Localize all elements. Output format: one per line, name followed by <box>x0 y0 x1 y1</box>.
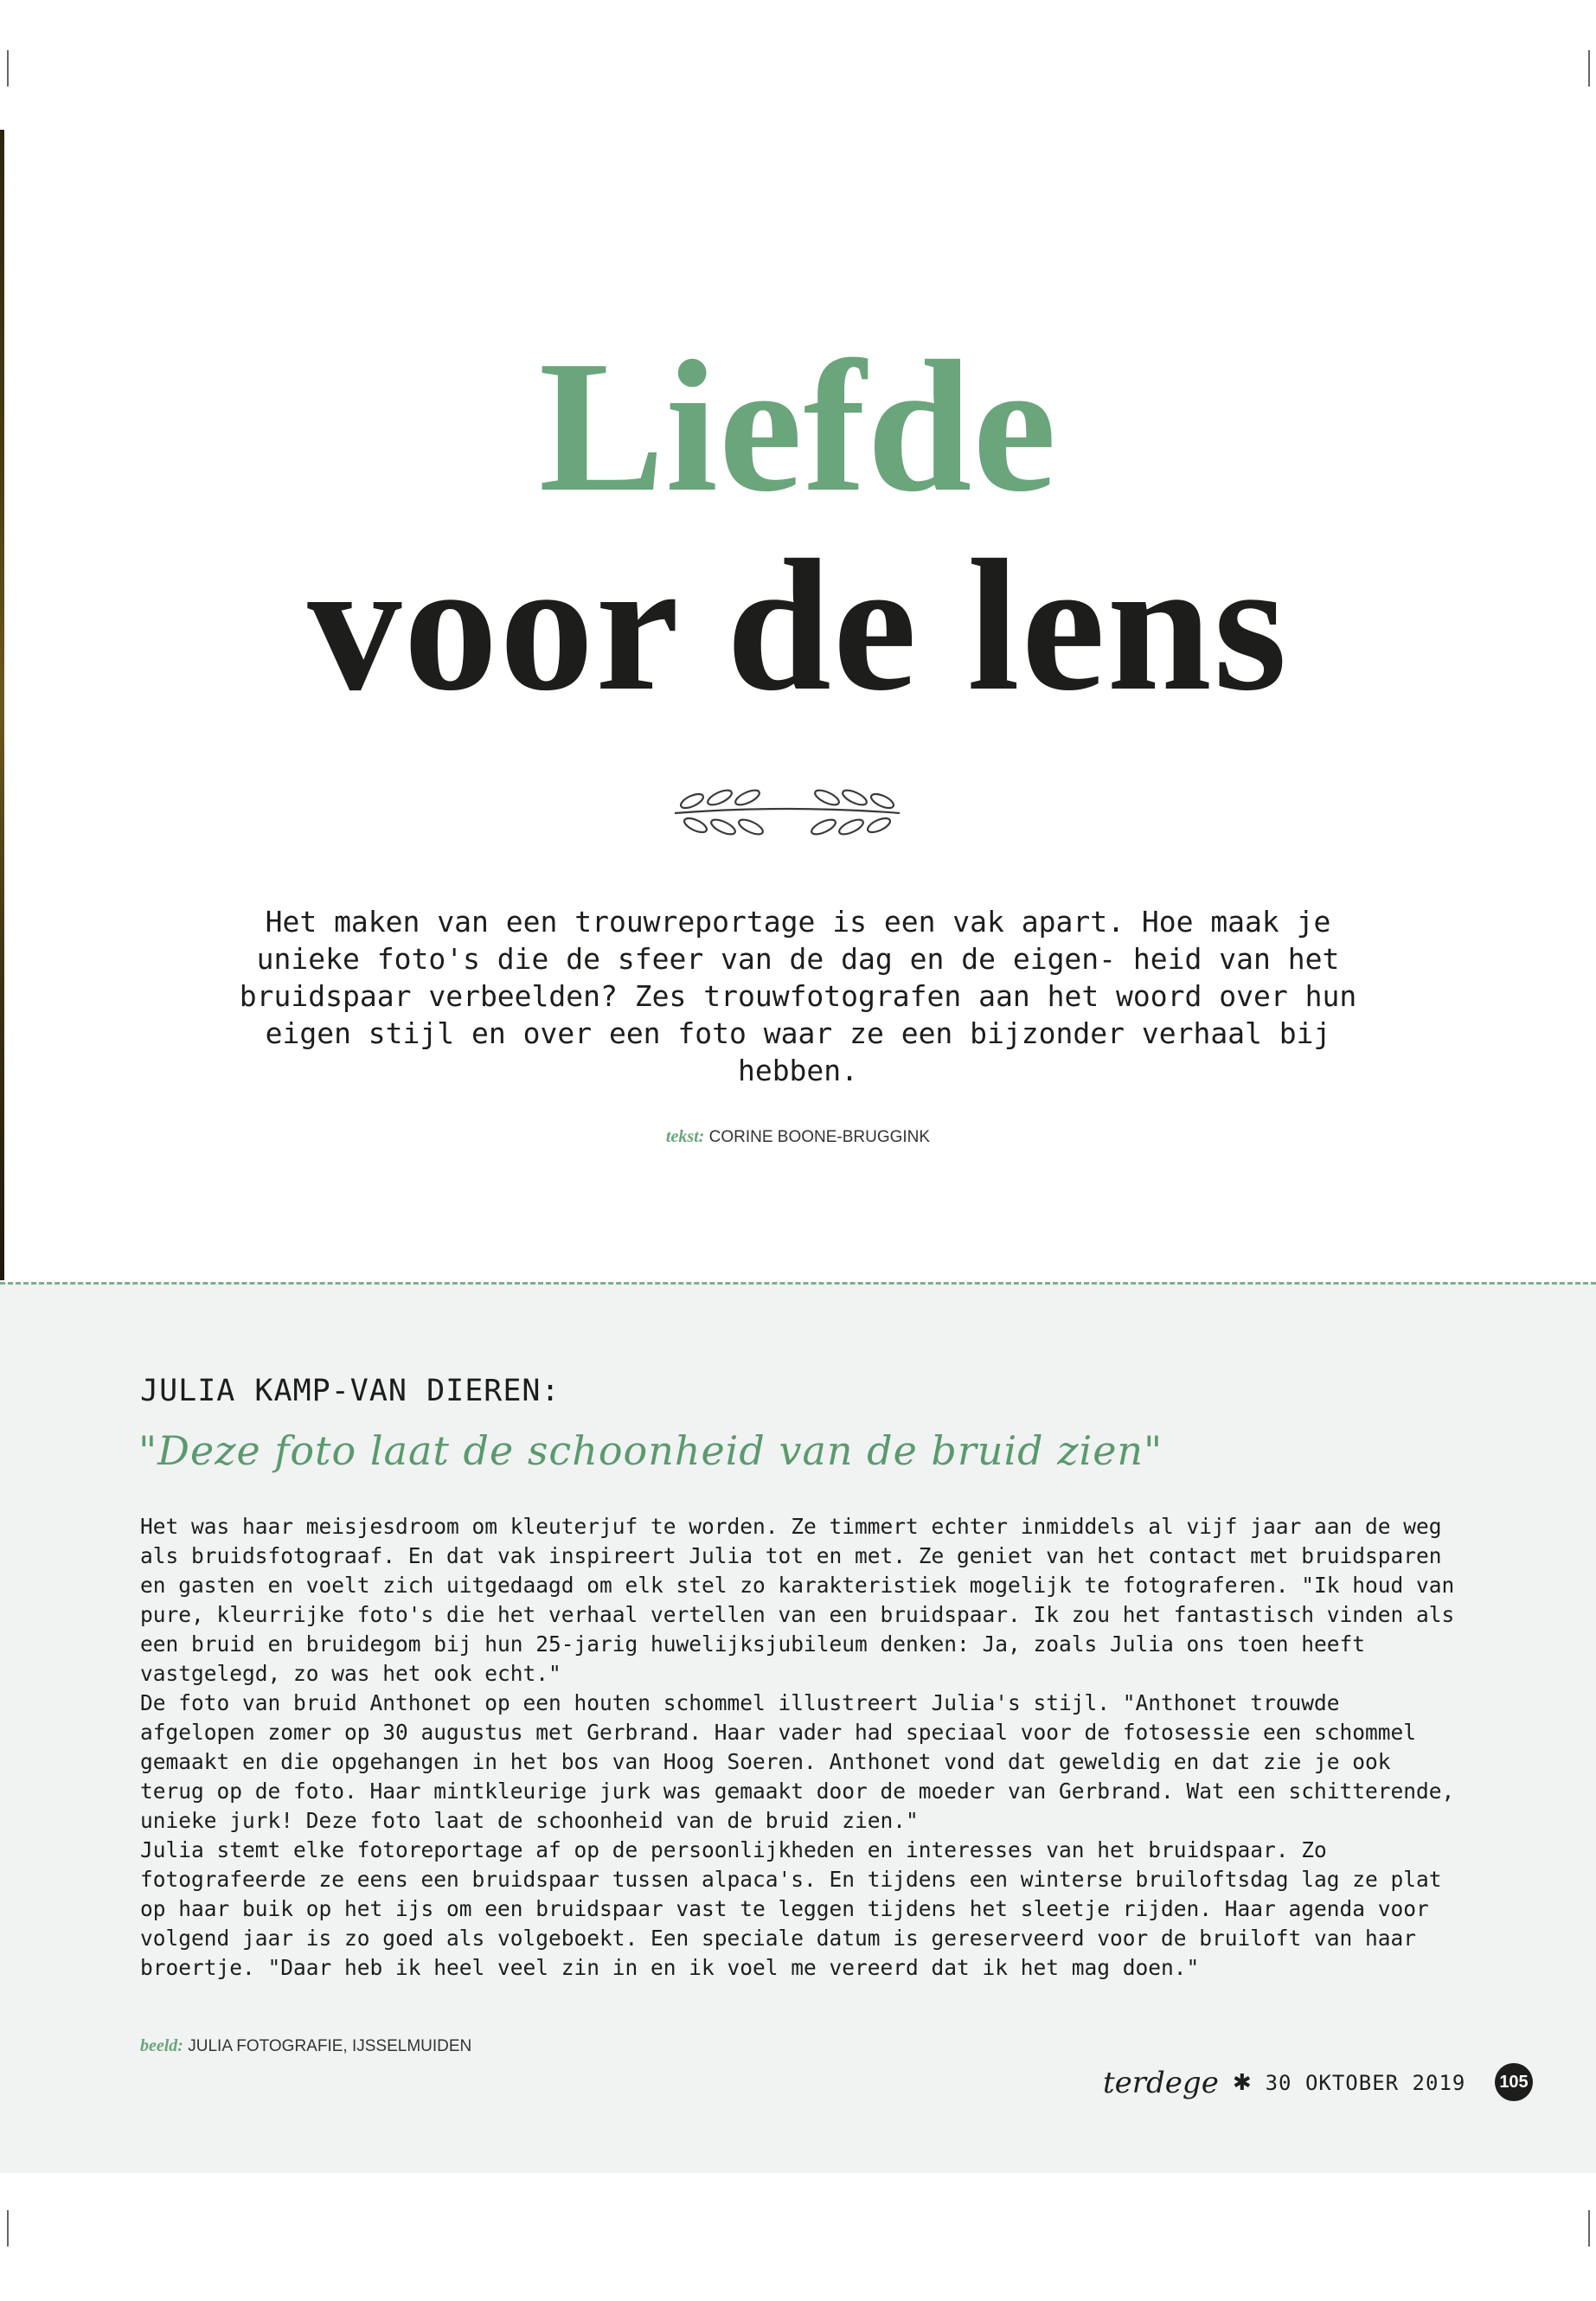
laurel-branch-icon <box>657 761 917 865</box>
photographer-name: JULIA KAMP-VAN DIEREN: <box>140 1374 561 1408</box>
page-number: 105 <box>1495 2063 1533 2101</box>
star-separator-icon: ✱ <box>1232 2070 1252 2096</box>
title-line-2: voor de lens <box>307 522 1289 730</box>
photo-credit-label: beeld: <box>140 2036 183 2055</box>
crop-mark-bottom-right <box>1588 2210 1590 2247</box>
page-footer <box>1103 2064 1465 2102</box>
title-line-1: Liefde <box>538 323 1058 531</box>
author-credit-label: tekst: <box>665 1127 705 1146</box>
intro-paragraph: Het maken van een trouwreportage is een vak apart. Hoe maak je unieke foto's die de sfeer van de dag en de eigen- heid van het bruidspaar verbeelden? Zes trouwfotografen aan het woord over hun eigen stijl en over een foto waar ze een bijzonder verhaal bij hebben. <box>239 905 1357 1087</box>
article-body <box>140 1512 1455 1983</box>
issue-date: 30 OKTOBER 2019 <box>1265 2071 1466 2095</box>
section-divider <box>0 1282 1596 1285</box>
photo-credit-name: JULIA FOTOGRAFIE, IJSSELMUIDEN <box>188 2037 472 2055</box>
magazine-brand: terdege <box>1103 2066 1219 2100</box>
crop-mark-bottom-left <box>7 2210 9 2247</box>
crop-mark-top-left <box>7 50 9 87</box>
crop-mark-top-right <box>1588 50 1590 87</box>
photo-credit <box>140 2036 471 2056</box>
body-paragraph: De foto van bruid Anthonet op een houten schommel illustreert Julia's stijl. "Anthonet trouwde afgelopen zomer op 30 augustus met Gerbrand. Haar vader had speciaal voor de fotosessie een schommel gemaakt en die opgehangen in het bos van Hoog Soeren. Anthonet vond dat geweldig en dat zie je ook terug op de foto. Haar mintkleurige jurk was gemaakt door de moeder van Gerbrand. Wat een schitterende, unieke jurk! Deze foto laat de schoonheid van de bruid zien." <box>140 1690 1455 1833</box>
pull-quote: "Deze foto laat de schoonheid van de bruid zien" <box>138 1427 1163 1474</box>
body-paragraph: Julia stemt elke fotoreportage af op de persoonlijkheden en interesses van het bruidspaar. Zo fotografeerde ze eens een bruidspaar tussen alpaca's. En tijdens een winterse bruiloftsdag lag ze plat op haar buik op het ijs om een bruidspaar vast te leggen tijdens het sleetje rijden. Haar agenda voor volgend jaar is zo goed als volgeboekt. Een speciale datum is gereserveerd voor de bruiloft van haar broertje. "Daar heb ik heel veel zin in en ik voel me vereerd dat ik het mag doen." <box>140 1837 1442 1980</box>
body-paragraph: Het was haar meisjesdroom om kleuterjuf te worden. Ze timmert echter inmiddels al vijf jaar aan de weg als bruidsfotograaf. En dat vak inspireert Julia tot en met. Ze geniet van het contact met bruidsparen en gasten en voelt zich uitgedaagd om elk stel zo karakteristiek mogelijk te fotograferen. "Ik houd van pure, kleurrijke foto's die het verhaal vertellen van een bruidspaar. Ik zou het fantastisch vinden als een bruid en bruidegom bij hun 25-jarig huwelijksjubileum denken: Ja, zoals Julia ons toen heeft vastgelegd, zo was het ook echt." <box>140 1514 1455 1686</box>
author-credit <box>0 1127 1596 1147</box>
author-name: CORINE BOONE-BRUGGINK <box>708 1128 931 1146</box>
